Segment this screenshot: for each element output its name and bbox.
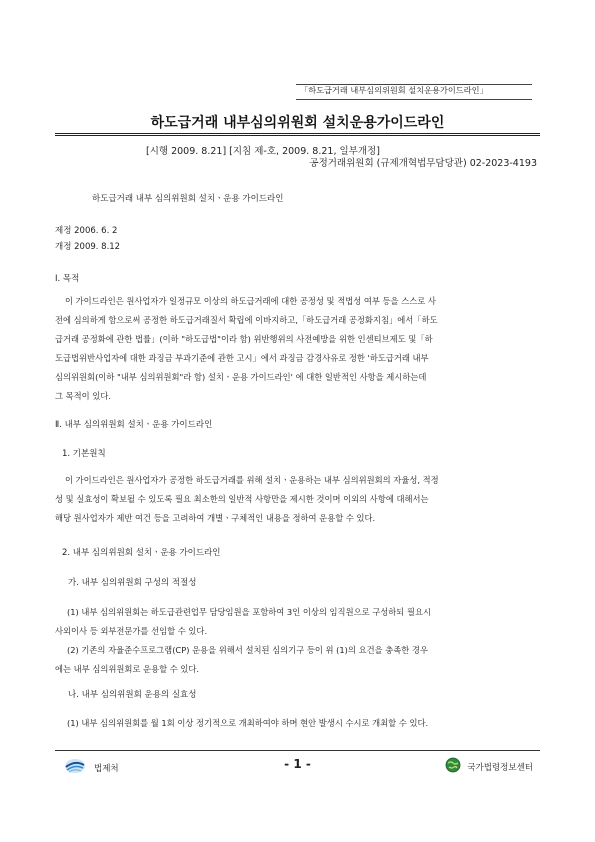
title-rule-top [55, 133, 540, 134]
footer-left-label: 법제처 [94, 764, 119, 774]
subsection-2-2-heading: 2. 내부 심의위원회 설치ㆍ운용 가이드라인 [62, 548, 221, 558]
paragraph-line: 그 목적이 있다. [55, 391, 112, 401]
section-1-body [55, 292, 438, 406]
footer-rule [55, 750, 540, 751]
paragraph-line: (2) 기존의 자율준수프로그램(CP) 운용을 위해서 설치된 심의기구 등이 위 (1)의 요건을 충족한 경우 [67, 645, 428, 655]
item-na-heading: 나. 내부 심의위원회 운용의 실효성 [68, 690, 197, 700]
ministry-contact: 공정거래위원회 (규제개혁법무담당관) 02-2023-4193 [309, 158, 537, 169]
subsection-2-1-heading: 1. 기본원칙 [62, 449, 106, 459]
paragraph-line: 사외이사 등 외부전문가를 선임할 수 있다. [55, 626, 208, 636]
globe-icon [445, 757, 461, 777]
amendment-date: 개정 2009. 8.12 [55, 242, 121, 252]
paragraph-line: 이 가이드라인은 원사업자가 일정규모 이상의 하도급거래에 대한 공정성 및 적법성 여부 등을 스스로 사 [65, 296, 436, 306]
paragraph-line: 성 및 실효성이 확보될 수 있도록 필요 최소한의 일반적 사항만을 제시한 것이며 이외의 사항에 대해서는 [55, 494, 429, 504]
item-ga-heading: 가. 내부 심의위원회 구성의 적절성 [68, 578, 197, 588]
footer-right-label: 국가법령정보센터 [467, 763, 533, 773]
item-ga-body [55, 603, 431, 679]
page-title: 하도급거래 내부심의위원회 설치운용가이드라인 [150, 115, 445, 131]
section-2-heading: Ⅱ. 내부 심의위원회 설치ㆍ운용 가이드라인 [55, 420, 213, 430]
section-1-heading: Ⅰ. 목적 [55, 274, 80, 284]
footer-right [445, 757, 533, 777]
paragraph-line: 이 가이드라인은 원사업자가 공정한 하도급거래를 위해 설치ㆍ운용하는 내부 심의위원회의 자율성, 적정 [65, 475, 439, 485]
enforcement-info: [시행 2009. 8.21] [지침 제-호, 2009. 8.21, 일부개정] [146, 146, 380, 157]
paragraph-line: 심의위원회(이하 "내부 심의위원회"라 함) 설치ㆍ운용 가이드라인' 에 대한 일반적인 사항을 제시하는데 [55, 372, 427, 382]
paragraph-line: 도급법위반사업자에 대한 과징금 부과기준에 관한 고시」에서 과징금 감경사유로 정한 '하도급거래 내부 [55, 353, 429, 363]
item-na-body [55, 714, 428, 733]
page-number: - 1 - [284, 757, 311, 771]
title-rule-bottom [55, 135, 540, 136]
paragraph-line: (1) 내부 심의위원회를 월 1회 이상 정기적으로 개최하여야 하며 현안 발생시 수시로 개최할 수 있다. [67, 718, 429, 728]
paragraph-line: 해당 원사업자가 제반 여건 등을 고려하여 개별ㆍ구체적인 내용을 정하여 운용할 수 있다. [55, 513, 376, 523]
running-header: 「하도급거래 내부심의위원회 설치운용가이드라인」 [300, 85, 488, 95]
paragraph-line: (1) 내부 심의위원회는 하도급관련업무 담당임원을 포함하여 3인 이상의 임직원으로 구성하되 필요시 [67, 607, 431, 617]
enactment-date: 제정 2006. 6. 2 [55, 226, 118, 236]
paragraph-line: 급거래 공정화에 관한 법률」(이하 "하도급법"이라 함) 위반행위의 사전예방을 위한 인센티브제도 및「하 [55, 334, 433, 344]
paragraph-line: 전에 심의하게 함으로써 공정한 하도급거래질서 확립에 이바지하고,「하도급거래 공정화지침」에서「하도 [55, 315, 438, 325]
subsection-2-1-body [55, 471, 439, 528]
document-title: 하도급거래 내부 심의위원회 설치ㆍ운용 가이드라인 [92, 194, 284, 204]
paragraph-line: 에는 내부 심의위원회로 운용할 수 있다. [55, 664, 200, 674]
